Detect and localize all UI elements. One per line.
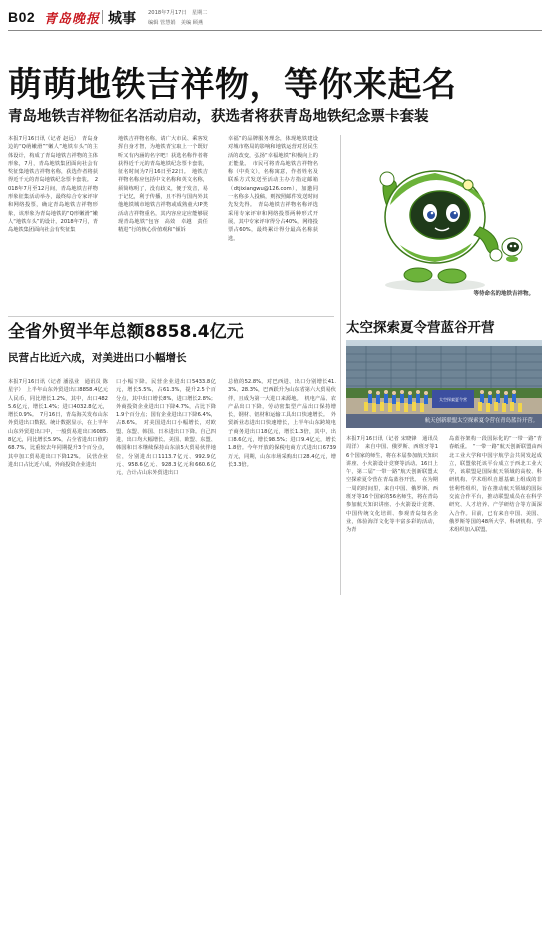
trade-story-col-3	[228, 378, 336, 554]
masthead-rule	[8, 30, 542, 31]
trade-story-col-2	[116, 378, 216, 554]
main-story-text-1: 本报7月16日讯（记者 赵远） 青岛身边的“Q萌嫩滑”“嫩人”地铁车头”的主体设计，构成了青岛地铁吉祥物的主体形象，7月，青岛地铁集团面向社会有奖征集地铁吉祥物名称，获选作者将获得近千元的青岛地铁纪念票卡套装。 2018年7月至12月间，青岛地铁吉祥物形象征集活动举办，最终综合专家评审和网络投票，确定青岛地铁吉祥物形象，该形象为青岛地铁的“Q形嫩滑”嫩人“地铁车头”的设计，2018年7月，青岛地铁集团面向社会有奖征集	[8, 136, 98, 234]
trade-story-col-1	[8, 378, 108, 554]
trade-story-title: 全省外贸半年总额8858.4亿元	[8, 322, 244, 342]
camp-story-text-2: 岛蓝谷架构一段国际化的“一带一路”青春纸重。 “一带一路”航天创新联盟由西北工业大学和中国宇航学会共同发起成立，联盟依托该平台成立于西北工业大学，该联盟是国际航天领域的高校、科研机构、学术组织自愿基础上组成的非营利性组织，旨在推动航天领域的国际交流合作平台，推动联盟成员在在科学研究、人才培养、产学研结合等方面深入合作。目前，已有来自中国、美国、俄罗斯等国的48所大学、科研机构、学术组织加入联盟。	[449, 436, 542, 534]
main-subtitle: 青岛地铁吉祥物征名活动启动，获选者将获青岛地铁纪念票卡套装	[8, 109, 429, 125]
column-divider	[340, 135, 341, 595]
camp-photo-caption: 航天创新联盟太空探索夏令营在青岛蓝谷开营。	[424, 418, 538, 424]
date-line: 2018年7月17日 星期二	[148, 10, 208, 16]
mascot-caption: 等待命名的地铁吉祥物。	[473, 291, 534, 297]
main-headline: 萌萌地铁吉祥物，等你来起名	[8, 65, 457, 105]
logo-divider	[102, 10, 103, 24]
main-story-text-2: 地铁吉祥物名称，请广大市民、乘客发挥自身才智，为地铁青宝取上一个既好听又有内涵的名字吧！获选名称作者将获得近千元的青岛地铁纪念票卡套装，征名时间为7月16日至22日。 地铁吉祥物名称应包括中文名称和英文名称，须简练明了，没有歧义，便于发音，易于记忆，利于传播，且不得与国内外其他地铁城市地铁吉祥物或成熟童大IP类活动吉祥物重名，其内容应定应能够展现青岛地铁“包容 高效 卓越 责任 精进”行的核心价值观和“倾诉	[118, 136, 214, 234]
main-story-col-3	[228, 135, 318, 305]
camp-story-text-1: 本报7月16日讯（记者 宋晓锋 通讯员 周洋） 来自中国、俄罗斯、西班牙等16个国家的师生，将在本届参加航天知识讲座、小火箭设计竞赛等活动。16日上午，第二届“一带一路”航天创新联盟太空探索夏令营在青岛蓝谷开营。 在为期一周的时间里，来自中国、俄罗斯、西班牙等16个国家的56名师生，将在青岛参加航天知识讲座、小火箭设计竞赛、中国传统文化培训、参观青岛知名企业，体验海洋文化等丰富多彩的活动，为青	[346, 436, 438, 534]
section-divider	[8, 316, 334, 317]
camp-story-col-2	[449, 435, 542, 593]
camp-story-col-1	[346, 435, 438, 593]
page-number: B02	[8, 9, 36, 25]
main-story-text-3: 幸福”的品牌服务理念，体现地铁建设对城市格局的影响和地铁运营对居民生活的改变，弘扬“幸福地铁”积极向上的正能量。 市民可将青岛地铁吉祥物名称（中英文），名称寓意，作者姓名及联系方式发送至活动主办方指定邮箱（dtjixiangwu@126.com），加邀同一名称多人投稿，则按照邮件发送时间先发先得。 青岛地铁吉祥物名称评选采用专家评审和网络投票两种形式开展，其中专家评审得分占40%，网络投票占60%，最终累计得分最高名称获选。	[228, 136, 318, 242]
main-story-col-2	[118, 135, 214, 319]
camp-photo-scene	[346, 340, 542, 428]
mascot-illustration	[340, 135, 540, 295]
main-story-col-1	[8, 135, 98, 319]
trade-story-text-2: 口小幅下降。民营企业进出口5433.8亿元，增长5.5%，占61.3%，提升2.5个百分点，其中出口增长8%，进口增长2.8%；外商投资企业进出口下降4.7%，占比下降1.9个百分点；国有企业进出口下降6.4%，占8.6%。 对美国进出口小幅增长，对欧盟、东盟、韩国、日本进出口下降。自己四进，出口均大幅增长。美国、欧盟、东盟、韩国和日本继续保持山东前5大贸易伙伴地位，分别进出口1113.7亿元、992.9亿元、958.6亿元、928.3亿元和660.6亿元，合计占山东外贸进出口	[116, 379, 216, 477]
trade-story-subtitle: 民营占比近六成，对美进出口小幅增长	[8, 352, 187, 364]
editor-line: 编辑 管慧娟 美编 顾燕	[148, 20, 204, 26]
masthead	[0, 0, 550, 40]
paper-logo: 青岛晚报	[44, 12, 101, 27]
camp-photo-banner: 太空探索夏令营	[439, 397, 467, 402]
trade-story-text-1: 本报7月16日讯（记者 潘泓业 通讯员 陈星宇） 上半年山东外贸进出口8858.4亿元人民币，同比增长1.2%，其中，出口4825.6亿元，增长1.4%；进口4032.8亿元，增长0.9%。 7月16日，青岛海关发布山东外贸进出口数据。统计数据显示，在上半年山东外贸进出口中，一般贸易进出口6085.8亿元，同比增长5.9%，占全省进出口值的68.7%，比重较去年同期提升3个百分点，其中加工贸易进出口下降12%。 民营企业进出口占比近六成，外商投资企业进出	[8, 379, 108, 468]
section-name: 城事	[108, 11, 136, 27]
trade-story-text-3: 总值的52.8%。对巴西进、出口分别增长41.3%、28.3%，巴西跃升为山东省第六大贸易伙伴，且成为第一大进口来源地。 机电产品、农产品出口下降，劳动密集型产品出口保持增长，钢材、铝材和运输工具出口快速增长。 外贸新业态进出口快速增长，上半年山东跨境电子商务进出口18亿元，增长1.3倍，其中，出口8.6亿元，增长98.5%；进口9.4亿元，增长1.8倍。今年开放的保税电商方式进出口6739万元，同期，山东市场采购出口28.4亿元，增长3.3倍。	[228, 379, 336, 468]
camp-photo	[346, 340, 542, 428]
camp-story-title: 太空探索夏令营蓝谷开营	[346, 320, 495, 336]
mascot-figure	[340, 135, 540, 300]
